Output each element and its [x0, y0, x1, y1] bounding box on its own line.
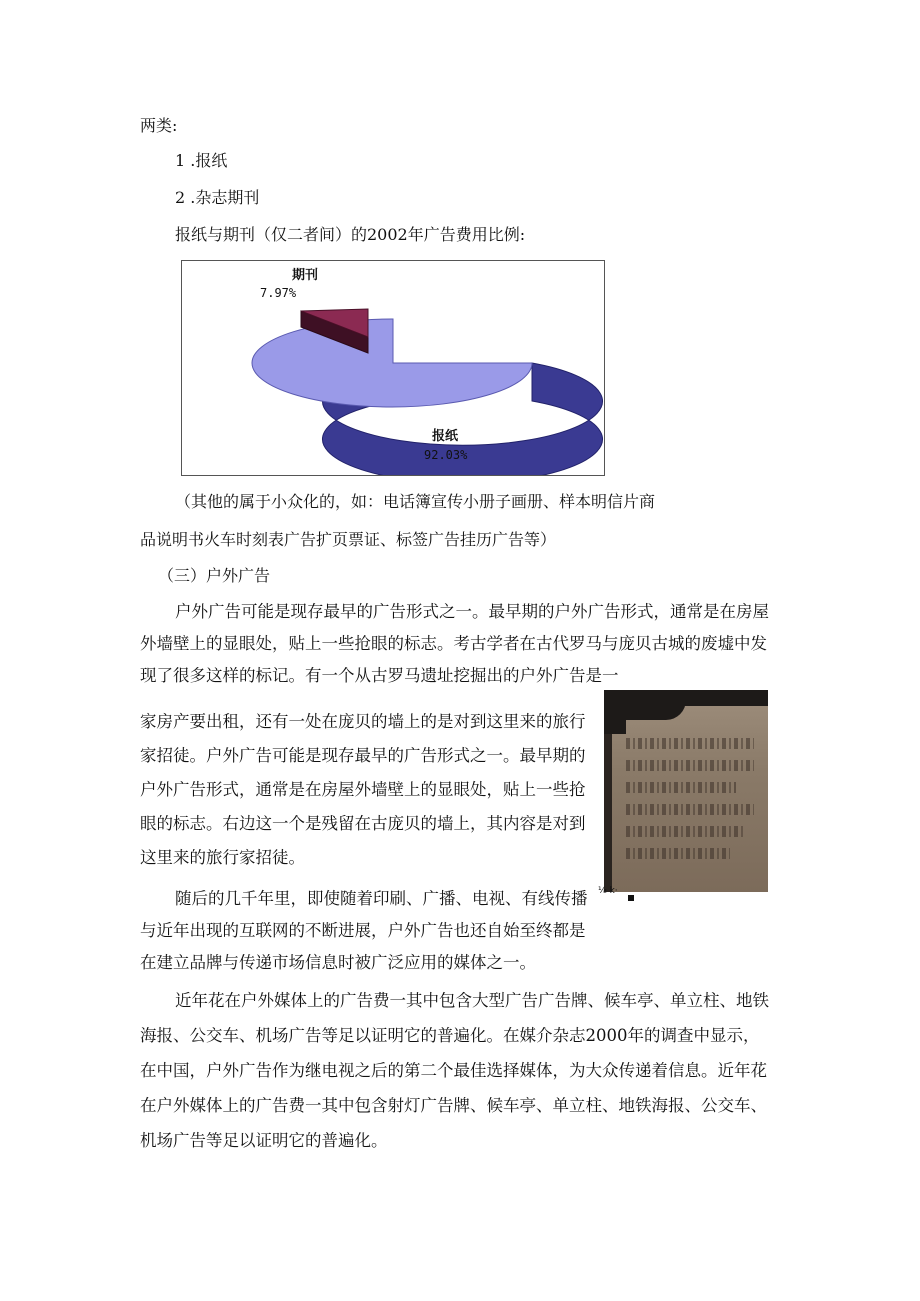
paragraph-2-line-5: 这里来的旅行家招徒。 — [140, 848, 305, 867]
paragraph-1-line-3: 现了很多这样的标记。有一个从古罗马遗址挖掘出的户外广告是一 — [140, 666, 619, 685]
slice-label-newspaper-value: 92.03% — [424, 448, 468, 462]
paragraph-4-line-5: 机场广告等足以证明它的普遍化。 — [140, 1131, 388, 1150]
pie-chart-svg — [182, 261, 604, 475]
figure-marker-square — [628, 895, 634, 901]
paragraph-3-line-2: 与近年出现的互联网的不断进展，户外广告也还自始至终都是 — [140, 921, 586, 940]
paragraph-1-line-2: 外墙壁上的显眼处，贴上一些抢眼的标志。考古学者在古代罗马与庞贝古城的废墟中发 — [140, 634, 767, 653]
slice-label-periodical-name: 期刊 — [292, 268, 319, 283]
list-item-newspaper: 1 .报纸 — [175, 151, 228, 170]
note-line-1: （其他的属于小众化的，如：电话簿宣传小册子画册、样本明信片商 — [175, 492, 656, 511]
paragraph-4-line-3: 在中国，户外广告作为继电视之后的第二个最佳选择媒体，为大众传递着信息。近年花 — [140, 1061, 767, 1080]
section-heading: （三）户外广告 — [158, 566, 271, 585]
paragraph-2-line-1: 家房产要出租，还有一处在庞贝的墙上的是对到这里来的旅行 — [140, 712, 586, 731]
paragraph-4-line-4: 在户外媒体上的广告费一其中包含射灯广告牌、候车亭、单立柱、地铁海报、公交车、 — [140, 1096, 767, 1115]
figure-mark: ⅛ k· — [598, 886, 618, 896]
slice-label-newspaper-name: 报纸 — [432, 429, 459, 444]
paragraph-1-line-1: 户外广告可能是现存最早的广告形式之一。最早期的户外广告形式，通常是在房屋 — [175, 602, 769, 621]
paragraph-3-line-3: 在建立品牌与传递市场信息时被广泛应用的媒体之一。 — [140, 953, 536, 972]
paragraph-2-line-4: 眼的标志。右边这一个是残留在古庞贝的墙上，其内容是对到 — [140, 814, 586, 833]
paragraph-3-line-1: 随后的几千年里，即使随着印刷、广播、电视、有线传播 — [175, 889, 588, 908]
paragraph-2-line-3: 户外广告形式，通常是在房屋外墙壁上的显眼处，贴上一些抢 — [140, 780, 586, 799]
line-two-types: 两类: — [140, 116, 178, 135]
chart-caption: 报纸与期刊（仅二者间）的2002年广告费用比例: — [175, 225, 526, 244]
pie-chart — [181, 260, 605, 476]
paragraph-2-line-2: 家招徒。户外广告可能是现存最早的广告形式之一。最早期的 — [140, 746, 586, 765]
note-line-2: 品说明书火车时刻表广告扩页票证、标签广告挂历广告等） — [140, 530, 557, 549]
paragraph-4-line-1: 近年花在户外媒体上的广告费一其中包含大型广告广告牌、候车亭、单立柱、地铁 — [175, 991, 769, 1010]
pie-slice-newspaper — [252, 319, 532, 407]
list-item-magazine: 2 .杂志期刊 — [175, 188, 260, 207]
pompeii-inscription-image — [604, 690, 768, 892]
paragraph-4-line-2: 海报、公交车、机场广告等足以证明它的普遍化。在媒介杂志2000年的调查中显示， — [140, 1026, 760, 1045]
slice-label-periodical-value: 7.97% — [260, 286, 297, 300]
